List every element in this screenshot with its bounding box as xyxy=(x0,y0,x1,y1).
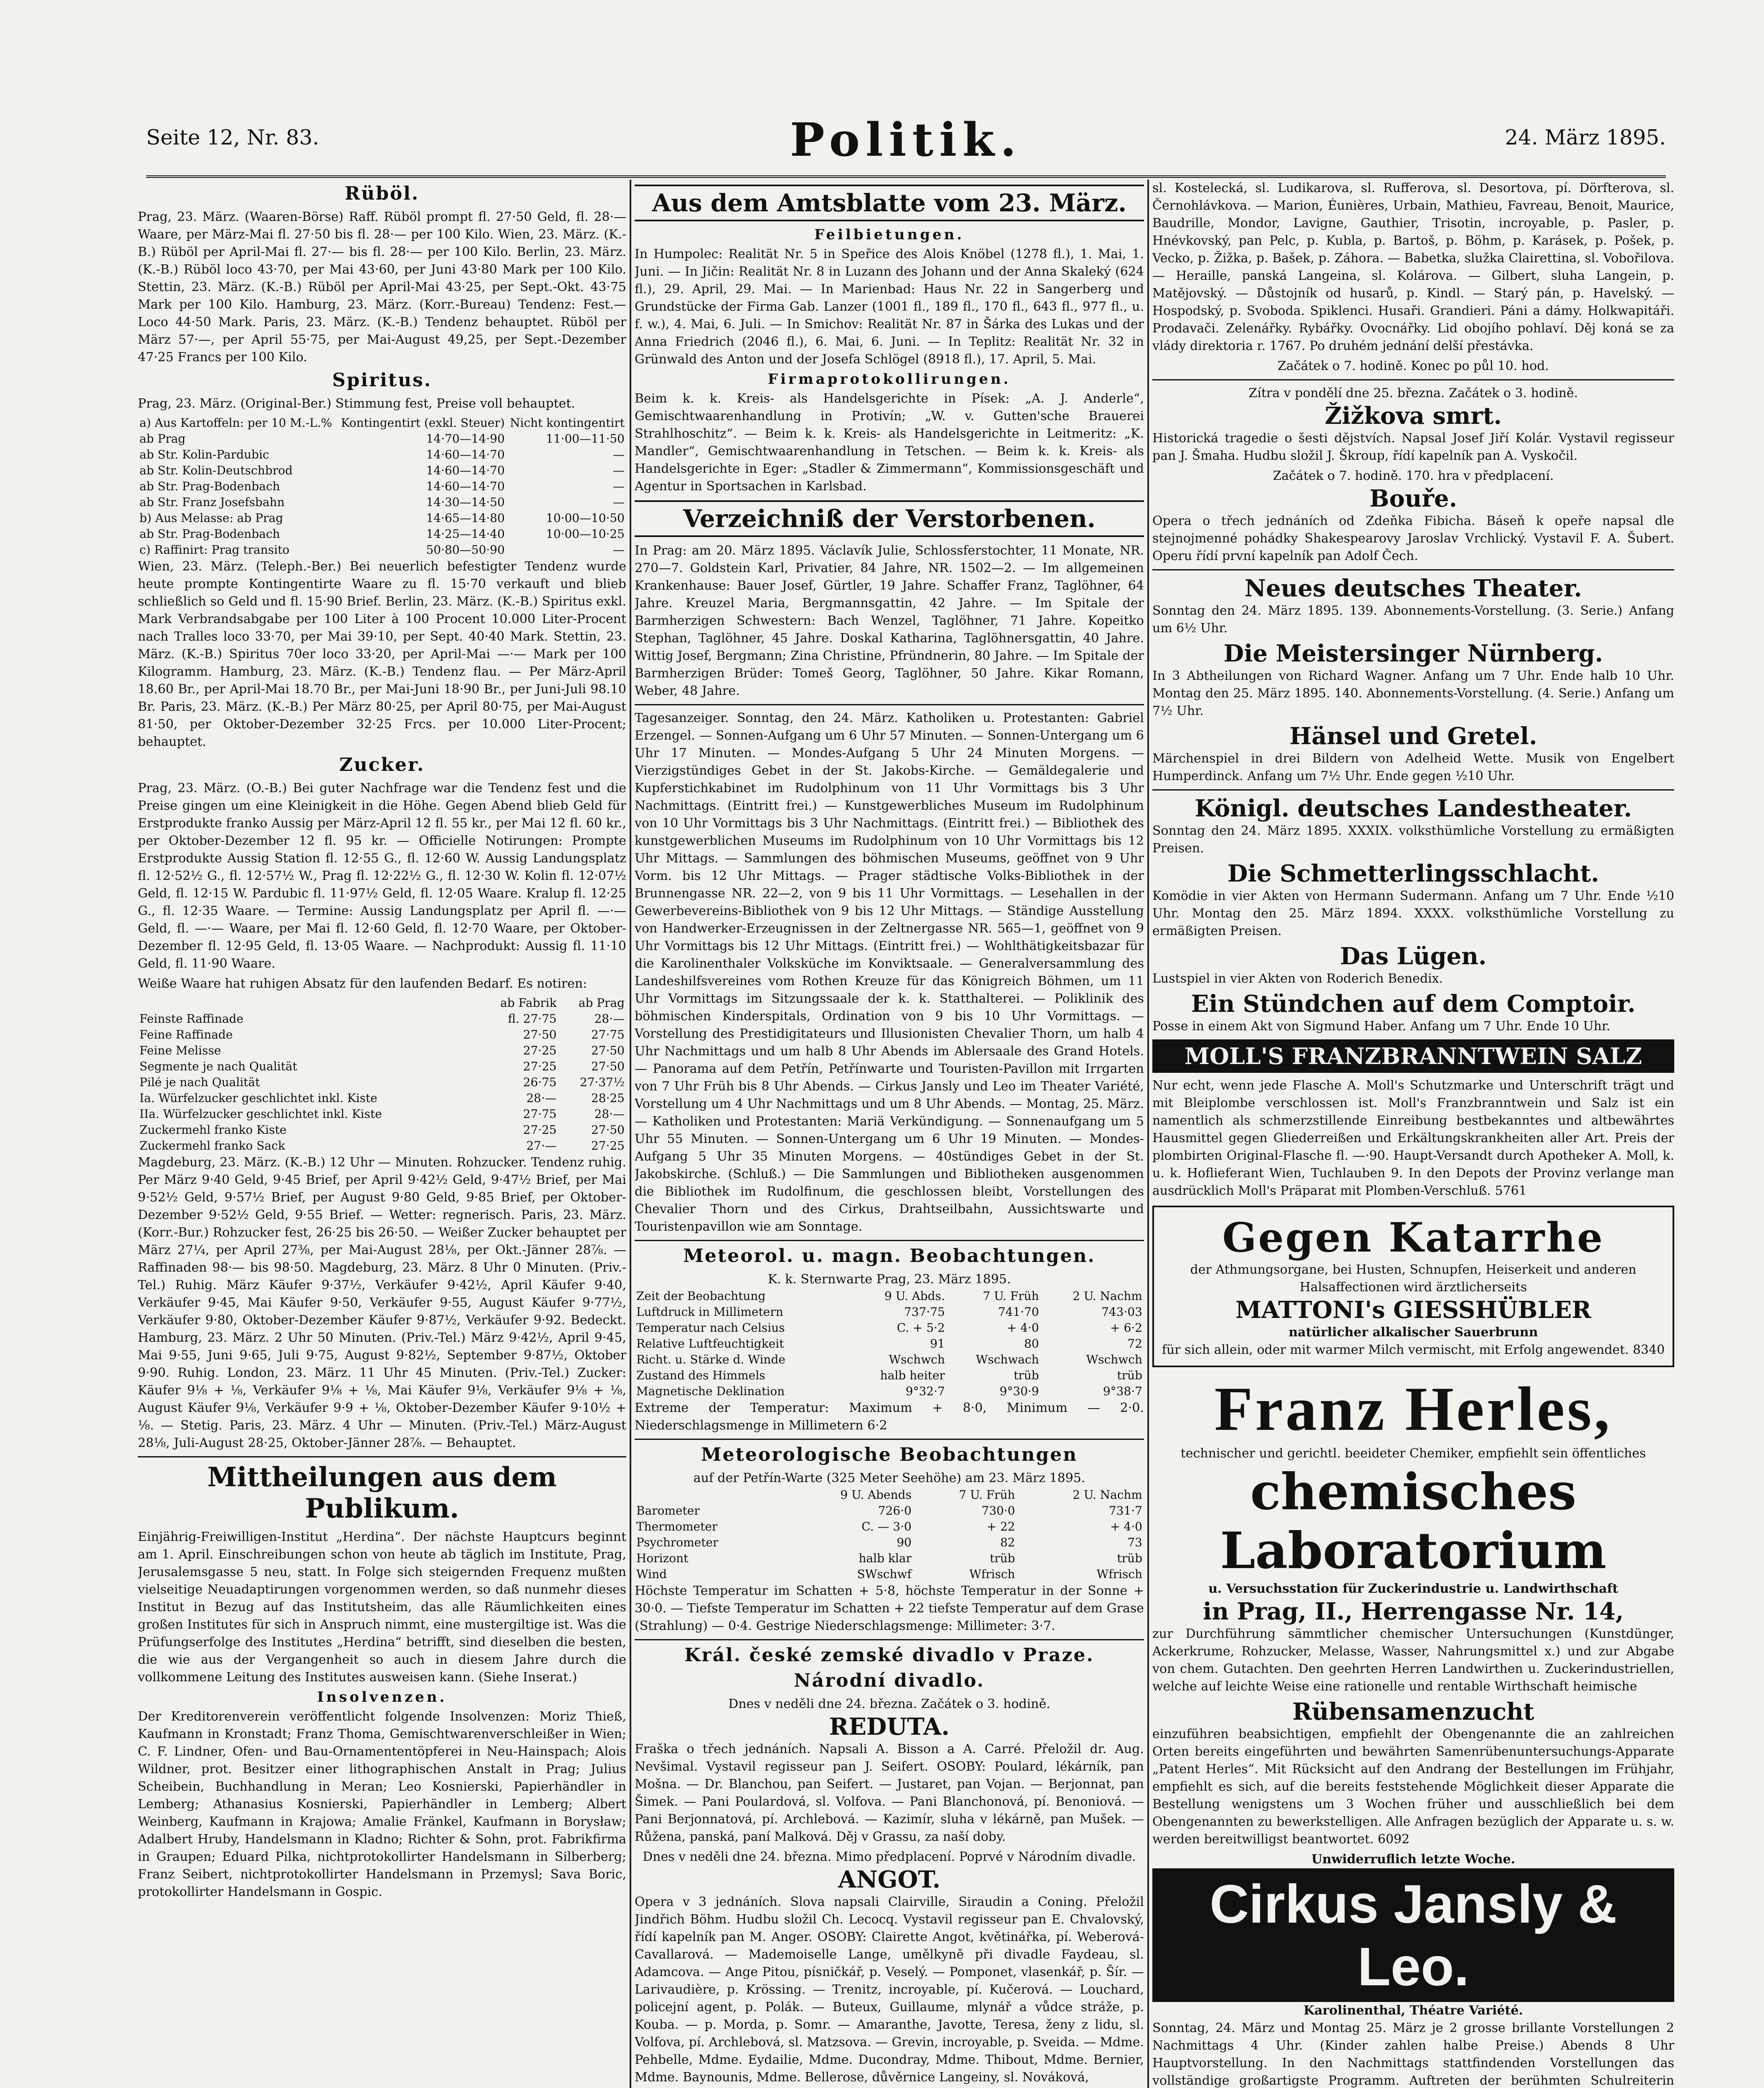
table-row xyxy=(138,1074,626,1090)
divadlo-date-2: Dnes v neděli dne 24. března. Mimo předplacení. Poprvé v Národním divadle. xyxy=(643,1850,1136,1864)
column-right xyxy=(1152,180,1674,2088)
table-cell: Temperatur nach Celsius xyxy=(636,1321,785,1335)
table-cell: 27·50 xyxy=(591,1123,625,1137)
neues-theater-text: Sonntag den 24. März 1895. 139. Abonnements-Vorstellung. (3. Serie.) Anfang um 6½ Uhr. xyxy=(1152,603,1674,636)
angot-text: Opera v 3 jednáních. Slova napsali Clairville, Siraudin a Coning. Přeložil Jindřich Böhm. Hudbu složil Ch. Lecocq. Vystavil regisseur pan E. Chvalovský, řídí kapelník pan M. Anger. OSOBY: Clairette Angot, květinářka, pí. Weberová-Cavallarová. — Mademoiselle Lange, umělkyně při divadle Faydeau, sl. Adamcova. — Ange Pitou, písničkář, p. Veselý. — Pomponet, vlasenkář, p. Šír. — Larivaudière, p. Krössing. — Trenitz, incroyable, pí. Kučerová. — Louchard, policejní agent, p. Polák. — Buteux, Guillaume, mlynář a vůdce stráže, p. Kouba. — p. Morda, p. Somr. — Amaranthe, Javotte, Teresa, ženy z lidu, sl. Volfova, pí. Archlebová, sl. Matzsova. — Grevin, incroyable, p. Sveida. — Mdme. Pehbelle, Mdme. Eydailie, Mdme. Ducondray, Mdme. Thibout, Mdme. Bernier, Mdme. Baynounis, Mdme. Bellerose, důvěrnice Langeiny, sl. Nováková, xyxy=(635,1895,1144,2085)
landestheater-title: Königl. deutsches Landestheater. xyxy=(1195,795,1632,822)
reduta-text: Fraška o třech jednáních. Napsali A. Bisson a A. Carré. Přeložil dr. Aug. Nevšimal. Vystavil regisseur pan J. Seifert. OSOBY: Poulard, lékárník, pan Mošna. — Dr. Blanchou, pan Seifert. — Justaret, pan Vojan. — Berjonnat, pan Šimek. — Pani Poulardová, sl. Volfova. — Pani Blanchonová, pí. Benoniová. — Pani Berjonnatová, pí. Archlebová. — Kazimír, sluha v lékárně, pan Mušek. — Růžena, panská, paní Malková. Děj v Grassu, za naší doby. xyxy=(635,1742,1144,1844)
table-cell: 27·25 xyxy=(591,1139,625,1153)
start-time: Začátek o 7. hodině. Konec po půl 10. hod. xyxy=(1278,359,1549,373)
zucker-text-3: Magdeburg, 23. März. (K.-B.) 12 Uhr — Minuten. Rohzucker. Tendenz ruhig. Per März 9·40 Geld, 9·45 Brief, per April 9·42½ Geld, 9·47½ Brief, per Mai 9·52½ Geld, 9·57½ Brief, per August 9·80 Geld, 9·85 Brief, per Oktober-Dezember 9·52½ Geld, 9·55 Brief. — Wetter: regnerisch. Paris, 23. März. (Korr.-Bur.) Rohzucker fest, 26·25 bis 26·50. — Weißer Zucker behauptet per März 27¼, per April 27⅜, per Mai-August 28⅛, per Okt.-Jänner 28⅞. — Raffinaden 98·— bis 98·50. Magdeburg, 23. März. 8 Uhr 0 Minuten. (Priv.-Tel.) Ruhig. März Käufer 9·37½, Verkäufer 9·42½, April Käufer 9·40, Verkäufer 9·45, Mai Käufer 9·50, Verkäufer 9·55, August Käufer 9·77½, Verkäufer 9·80, Oktober-Dezember Käufer 9·87½, Verkäufer 9·92. Bedeckt. Hamburg, 23. März. 2 Uhr 50 Minuten. (Priv.-Tel.) März 9·42½, April 9·45, Mai 9·55, Juni 9·65, Juli 9·75, August 9·82½, September 9·87½, Oktober 9·90. Ruhig. London, 23. März. 11 Uhr 45 Minuten. (Priv.-Tel.) Zucker: Käufer 9⅛ + ⅛, Verkäufer 9⅛ + ⅛, Mai Käufer 9⅛, Verkäufer 9⅛ + ⅛, August Käufer 9⅛, Verkäufer 9·9 + ⅛, Oktober-Dezember Käufer 9·10½ + ⅛. — Stetig. Paris, 23. März. 4 Uhr — Minuten. (Priv.-Tel.) März-August 28⅛, Juli-August 28·25, Oktober-Jänner 28⅞. — Behauptet. xyxy=(138,1155,626,1450)
table-cell: 7 U. Früh xyxy=(959,1488,1015,1502)
table-row xyxy=(138,1059,626,1074)
table-cell: 9°32·7 xyxy=(906,1384,945,1398)
table-cell: IIa. Würfelzucker geschlichtet inkl. Kiste xyxy=(139,1107,382,1121)
mattoni-brand: MATTONI's GIESSHÜBLER xyxy=(1235,1296,1592,1324)
start-time-2: Začátek o 7. hodině. 170. hra v předplacení. xyxy=(1273,469,1554,483)
mittheilungen-text: Einjährig-Freiwilligen-Institut „Herdina“. Der nächste Hauptcurs beginnt am 1. April. Einschreibungen schon von heute ab täglich im Institute, Prag, Jerusalemsgasse 5 neu, statt. In Folge sich steigernden Frequenz mußten vielseitige Neuadaptirungen vorgenommen werden, so daß nunmehr dieses Institut in Bezug auf das Institutsheim, das alle Räumlichkeiten eines großen Institutes für sich in Anspruch nimmt, eine mustergiltige ist. Was die Prüfungserfolge des Institutes „Herdina“ betrifft, sind dieselben die besten, die wie aus der Vergangenheit so auch in diesem Jahre durch die vollkommene Leitung des Institutes ausweisen kann. (Siehe Inserat.) xyxy=(138,1530,626,1685)
table-cell: Feine Melisse xyxy=(139,1044,221,1057)
table-cell: Wfrisch xyxy=(969,1567,1015,1581)
table-cell xyxy=(138,995,476,1011)
spiritus-text-2: Wien, 23. März. (Teleph.-Ber.) Bei neuerlich befestigter Tendenz wurde heute prompte Kontingentirte Waare zu fl. 15·70 verkauft und blieb schließlich so Geld und fl. 15·90 Brief. Berlin, 23. März. (K.-B.) Spiritus exkl. Mark Verbrandsabgabe per 100 Liter à 100 Procent 10.000 Liter-Procent nach Tralles loco 33·70, per Mai 39·10, per Sept. 40·40 Mark. Stettin, 23. März. (K.-B.) Spiritus 70er loco 33·20, per April-Mai —·— Mark per 100 Kilogramm. Hamburg, 23. März. (K.-B.) Tendenz flau. — Per März-April 18.60 Br., per April-Mai 18.70 Br., per Mai-Juni 18·90 Br., per Juni-Juli 98.10 Br. Paris, 23. März. (K.-B.) Per März 80·25, per April 80·75, per Mai-August 81·50, per Oktober-Dezember 32·25 Frcs. per 10.000 Liter-Procent; behauptet. xyxy=(138,559,626,749)
table-cell: Wschwch xyxy=(1086,1353,1142,1366)
table-cell: trüb xyxy=(1117,1551,1142,1565)
table-cell: ab Str. Kolin-Pardubic xyxy=(139,448,269,461)
table-cell: — xyxy=(613,464,625,477)
table-cell: 73 xyxy=(1127,1536,1142,1549)
table-row xyxy=(138,1138,626,1154)
table-row xyxy=(138,1122,626,1138)
boure-text: Opera o třech jednáních od Zdeňka Fibicha. Báseň k opeře napsal dle stejnojmenné pohádky Shakespearovy Jaroslav Vrchlický. Vystavil F. A. Šubert. Operu řídí první kapelník pan Adolf Čech. xyxy=(1152,514,1674,563)
firmaprotokoll-heading: Firmaprotokollirungen. xyxy=(767,371,1011,388)
table-cell: ab Str. Kolin-Deutschbrod xyxy=(139,464,293,477)
table-cell: 731·7 xyxy=(1109,1504,1142,1518)
table-cell xyxy=(635,1487,783,1503)
divider xyxy=(1152,569,1674,570)
column-divider xyxy=(630,180,631,2088)
table-cell: 14·70—14·90 xyxy=(426,432,505,446)
table-cell: 14·60—14·70 xyxy=(426,479,505,493)
herles-subtitle-2: u. Versuchsstation für Zuckerindustrie u. Landwirthschaft xyxy=(1208,1581,1618,1596)
katarrhe-text-1: der Athmungsorgane, bei Husten, Schnupfen, Heiserkeit und anderen Halsaffectionen wird ärztlicherseits xyxy=(1190,1262,1637,1295)
schmetterling-title: Die Schmetterlingsschlacht. xyxy=(1227,860,1599,887)
table-cell: 27·— xyxy=(526,1139,557,1153)
table-cell: Relative Luftfeuchtigkeit xyxy=(636,1337,784,1351)
meteo2-subtitle: auf der Petřín-Warte (325 Meter Seehöhe) am 23. März 1895. xyxy=(693,1471,1086,1485)
katarrhe-title: Gegen Katarrhe xyxy=(1222,1214,1605,1261)
table-cell: 9 U. Abends xyxy=(840,1488,912,1502)
stundchen-title: Ein Stündchen auf dem Comptoir. xyxy=(1191,990,1636,1018)
table-row xyxy=(138,431,626,447)
table-cell: 50·80—50·90 xyxy=(426,543,505,557)
meistersinger-text: In 3 Abtheilungen von Richard Wagner. Anfang um 7 Uhr. Ende halb 10 Uhr. Montag den 25. März 1895. 140. Abonnements-Vorstellung. (4. Serie.) Anfang um 7½ Uhr. xyxy=(1152,669,1674,718)
table-row xyxy=(635,1535,1144,1551)
table-cell: Wschwch xyxy=(888,1353,945,1366)
meteorol-extra: Extreme der Temperatur: Maximum + 8·0, Minimum — 2·0. Niederschlagsmenge in Millimetern 6·2 xyxy=(635,1401,1144,1433)
hansel-title: Hänsel und Gretel. xyxy=(1289,722,1537,750)
cirkus-title: Cirkus Jansly & Leo. xyxy=(1152,1868,1674,2002)
table-cell: ab Fabrik xyxy=(500,996,557,1010)
table-cell: 27·25 xyxy=(523,1044,557,1057)
table-row xyxy=(635,1384,1144,1399)
table-row xyxy=(138,447,626,463)
spiritus-heading: Spiritus. xyxy=(332,370,432,391)
katarrhe-ad xyxy=(1152,1206,1674,1367)
tagesanzeiger-text: Tagesanzeiger. Sonntag, den 24. März. Katholiken u. Protestanten: Gabriel Erzengel. — Sonnen-Aufgang um 6 Uhr 57 Minuten. — Sonnen-Untergang um 6 Uhr 17 Minuten. — Mondes-Aufgang 5 Uhr 24 Minuten Morgens. — Vierzigstündiges Gebet in der St. Jakobs-Kirche. — Gemäldegalerie und Kupferstichkabinet im Rudolphinum von 11 Uhr Vormittags bis 3 Uhr Nachmittags. (Eintritt frei.) — Kunstgewerbliches Museum im Rudolphinum von 10 Uhr Vormittags bis 3 Uhr Nachmittags. (Eintritt frei.) — Bibliothek des kunstgewerblichen Museums im Rudolphinum von 10 Uhr Vormittags bis 12 Uhr Mittags. — Sammlungen des böhmischen Museums, geöffnet von 9 Uhr Vorm. bis 12 Uhr Mittags. — Prager städtische Volks-Bibliothek in der Brunnengasse NR. 22—2, von 9 bis 11 Uhr Vormittags. — Lesehallen in der Gewerbevereins-Bibliothek von 9 bis 12 Uhr Mittags. — Ständige Ausstellung von Handwerker-Erzeugnissen in der Zeltnergasse NR. 565—1, geöffnet von 9 Uhr Vormittags bis 12 Uhr Mittags. (Eintritt frei.) — Wohlthätigkeitsbazar für die Karolinenthaler Volksküche im Konviktsaale. — Generalversammlung des Landeshilfsvereines vom Rothen Kreuze für das Königreich Böhmen, um 11 Uhr Vormittags im Sitzungssaale der k. k. Statthalterei. — Poliklinik des böhmischen Kinderspitals, Ordination von 9 bis 10 Uhr Vormittags. — Vorstellung des Prestidigitateurs und Illusionisten Chevalier Thorn, um halb 4 Uhr Nachmittags und um halb 8 Uhr Abends im Ablersaale des Grand Hotels. — Panorama auf dem Petřín, Petřínwarte und Touristen-Pavillon mit Irrgarten von 7 Uhr Früh bis 8 Uhr Abends. — Cirkus Jansly und Leo im Theater Variété, Vorstellung um 4 Uhr Nachmittags und um 8 Uhr Abends. — Montag, 25. März. — Katholiken und Protestanten: Mariä Verkündigung. — Sonnenaufgang um 5 Uhr 55 Minuten. — Sonnen-Untergang um 6 Uhr 19 Minuten. — Mondes-Aufgang 5 Uhr 35 Minuten Morgens. — 40stündiges Gebet in der St. Jakobskirche. (Schluß.) — Die Sammlungen und Bibliotheken ausgenommen die Bibliothek im Rudolfinum, die geschlossen bleibt, Vorstellungen des Chevalier Thorn und des Cirkus, Drahtseilbahn, Aussichtswarte und Touristenpavillon wie am Sonntage. xyxy=(635,711,1144,1234)
table-row xyxy=(138,995,626,1011)
table-cell: halb klar xyxy=(858,1551,912,1565)
divider xyxy=(635,1240,1144,1241)
table-cell: Thermometer xyxy=(636,1520,718,1533)
table-cell: SWschwf xyxy=(857,1567,912,1581)
table-cell: trüb xyxy=(1117,1368,1142,1382)
table-cell: c) Raffinirt: Prag transito xyxy=(139,543,290,557)
table-cell: ab Str. Franz Josefsbahn xyxy=(139,495,285,509)
divadlo-heading: Král. české zemské divadlo v Praze. xyxy=(684,1645,1094,1666)
table-cell: Wind xyxy=(636,1567,667,1581)
tomorrow-notice: Zítra v pondělí dne 25. března. Začátek o 3. hodině. xyxy=(1248,386,1578,400)
table-cell: Nicht kontingentirt xyxy=(510,416,625,430)
table-cell: + 22 xyxy=(987,1520,1015,1533)
divider xyxy=(635,704,1144,705)
verstorbene-text: In Prag: am 20. März 1895. Václavík Julie, Schlossferstochter, 11 Monate, NR. 270—7. Goldstein Karl, Privatier, 84 Jahre, NR. 1502—2. — Im allgemeinen Krankenhause: Bauer Josef, Gürtler, 19 Jahre. Schaffer Franz, Taglöhner, 64 Jahre. Kreuzel Maria, Bergmannsgattin, 42 Jahre. — Im Spitale der Barmherzigen Schwestern: Bach Wenzel, Taglöhner, 71 Jahre. Kopeitko Stephan, Taglöhner, 45 Jahre. Doskal Katharina, Taglöhnersgattin, 40 Jahre. Wittig Josef, Bergmann; Zina Christine, Pfründnerin, 80 Jahre. — Im Spitale der Barmherzigen Brüder: Tomeš Georg, Taglöhner, 50 Jahre. Kikar Romann, Weber, 48 Jahre. xyxy=(635,543,1144,698)
table-cell: 90 xyxy=(896,1536,912,1549)
table-cell: Wschwach xyxy=(976,1353,1039,1366)
zucker-table xyxy=(138,995,626,1154)
column-middle xyxy=(635,180,1144,2088)
lugen-title: Das Lügen. xyxy=(1340,943,1487,970)
page-number: Seite 12, Nr. 83. xyxy=(146,125,319,150)
molls-text: Nur echt, wenn jede Flasche A. Moll's Schutzmarke und Unterschrift trägt und mit Bleiplombe verschlossen ist. Moll's Franzbranntwein und Salz ist ein namentlich als schmerzstillende Einreibung bestbekanntes und altbewährtes Hausmittel gegen Gliederreißen und Erkältungskrankheiten aller Art. Preis der plombirten Original-Flasche fl. —·90. Haupt-Versandt durch Apotheker A. Moll, k. u. k. Hoflieferant Wien, Tuchlauben 9. In den Depots der Provinz verlange man ausdrücklich Moll's Präparat mit Plomben-Verschluß. 5761 xyxy=(1152,1078,1674,1198)
cast-text: sl. Kostelecká, sl. Ludikarova, sl. Rufferova, sl. Desortova, pí. Dörfterova, sl. Černohlávkova. — Marion, Éunières, Urbain, Mathieu, Favreau, Benoit, Maurice, Baudrille, Mondor, Lavigne, Gauthier, Trisotin, incroyable, p. Pasler, p. Hnévkovský, pan Pelc, p. Kubla, p. Bartoš, p. Böhm, p. Karásek, p. Pošek, p. Vecko, p. Žižka, p. Bašek, p. Záhora. — Babetka, služka Clairettina, sl. Vobořilova. — Heraille, panská Langeina, sl. Kolárova. — Gilbert, sluha Langein, p. Matějovský. — Důstojník od husarů, p. Kindl. — Starý pán, p. Havelský. — Hospodský, p. Svoboda. Spiklenci. Husaři. Grandieri. Páni a dámy. Holkwapitáři. Prodavači. Zelenářky. Rybářky. Ovocnářky. Lid obojího pohlaví. Děj koná se za vlády direktoria r. 1767. Po druhém jednání delší přestávka. xyxy=(1152,181,1674,353)
divider xyxy=(635,1639,1144,1640)
table-cell: + 4·0 xyxy=(1007,1321,1039,1335)
katarrhe-text-3: für sich allein, oder mit warmer Milch vermischt, mit Erfolg angewendet. 8340 xyxy=(1162,1343,1665,1357)
table-cell: 11·00—11·50 xyxy=(546,432,625,446)
feilbietungen-text: In Humpolec: Realität Nr. 5 in Speřice des Alois Knöbel (1278 fl.), 1. Mai, 1. Juni. — In Jičin: Realität Nr. 8 in Luzann des Johann und der Anna Skaleký (624 fl.), 29. April, 29. Mai. — In Marienbad: Haus Nr. 22 in Sangerberg und Grundstücke der Firma Gab. Lanzer (1001 fl., 189 fl., 170 fl., 643 fl., 977 fl., u. f. w.), 4. Mai, 6. Juli. — In Smichov: Realität Nr. 87 in Šárka des Lukas und der Anna Friedrich (2046 fl.), 6. Mai, 6. Juni. — In Teplitz: Realität Nr. 32 in Grünwald des Anton und der Josefa Schlögel (8918 fl.), 17. April, 5. Mai. xyxy=(635,247,1144,367)
table-cell: 9 U. Abds. xyxy=(884,1289,945,1303)
herles-title: Franz Herles, xyxy=(1214,1374,1612,1444)
narodni-heading: Národní divadlo. xyxy=(794,1670,985,1691)
table-cell: Feine Raffinade xyxy=(139,1028,233,1041)
table-cell: 72 xyxy=(1127,1337,1142,1351)
table-cell: 14·30—14·50 xyxy=(426,495,505,509)
insolvenzen-text: Der Kreditorenverein veröffentlicht folgende Insolvenzen: Moriz Thieß, Kaufmann in Kronstadt; Franz Thoma, Gemischtwarenverschleißer in Wien; C. F. Lindner, Ofen- und Bau-Ornamententöpferei in Neu-Hainspach; Alois Wildner, prot. Besitzer einer lithographischen Anstalt in Prag; Julius Scheibein, Buchhandlung in Meran; Leo Kosnierski, Papierhändler in Lemberg; Athanasius Kosnierski, Papierhändler in Lemberg; Albert Weinberg, Kaufmann in Krajowa; Amalie Fränkel, Kaufmann in Borysław; Adalbert Hruby, Handelsmann in Kladno; Richter & Sohn, prot. Fabrikfirma in Graupen; Eduard Pilka, nichtprotokollirter Handelsmann in Silberberg; Franz Seibert, nichtprotokollirter Handelsmann in Przemysl; Sava Boric, protokollirter Handelsmann in Gospic. xyxy=(138,1709,626,1899)
zucker-text: Prag, 23. März. (O.-B.) Bei guter Nachfrage war die Tendenz fest und die Preise gingen um eine Kleinigkeit in die Höhe. Gegen Abend blieb Geld für Erstprodukte franko Aussig per März-April 12 fl. 55 kr., per Mai 12 fl. 60 kr., per Oktober-Dezember 12 fl. 95 kr. — Officielle Notirungen: Prompte Erstprodukte Aussig Station fl. 12·55 G., fl. 12·60 W. Aussig Landungsplatz fl. 12·52½ G., fl. 12·57½ W., Prag fl. 12·22½ G., fl. 12·30 W. Kolin fl. 12·07½ Geld, fl. 12·15 W. Pardubic fl. 11·97½ Geld, fl. 12·05 Waare. Kralup fl. 12·25 G., fl. 12·35 Waare. — Termine: Aussig Landungsplatz per April fl. —·— Geld, fl. —·— Waare, per Mai fl. 12·60 Geld, fl. 12·70 Waare, per Oktober-Dezember fl. 12·95 Geld, fl. 13·05 Waare. — Nachprodukt: Aussig fl. 11·10 Geld, fl. 11·90 Waare. xyxy=(138,781,626,971)
table-cell: 27·37½ xyxy=(580,1075,625,1089)
table-row xyxy=(635,1368,1144,1384)
table-row xyxy=(635,1519,1144,1535)
table-cell: 10·00—10·50 xyxy=(546,511,625,525)
table-row xyxy=(138,1027,626,1043)
rubol-text: Prag, 23. März. (Waaren-Börse) Raff. Rüböl prompt fl. 27·50 Geld, fl. 28·— Waare, per März-Mai fl. 27·50 bis fl. 28·— per 100 Kilo. Wien, 23. März. (K.-B.) Rüböl per April-Mai fl. 27·— bis fl. 28·— per 100 Kilo. Berlin, 23. März. (K.-B.) Rüböl loco 43·70, per Mai 43·60, per Juni 43·80 Mark per 100 Kilo. Stettin, 23. März. (K.-B.) Rüböl per April-Mai 43·25, per Sept.-Okt. 43·75 Mark per 100 Kilo. Hamburg, 23. März. (Korr.-Bureau) Tendenz: Fest.— Loco 44·50 Mark. Paris, 23. März. (K.-B.) Tendenz behauptet. Rüböl per März 57·—, per April 55·75, per Mai-August 49,25, per Sept.-Dezember 47·25 Francs per 100 Kilo. xyxy=(138,210,626,365)
column-divider xyxy=(1147,180,1149,2088)
meteorol-heading: Meteorol. u. magn. Beobachtungen. xyxy=(683,1245,1096,1267)
neues-theater-title: Neues deutsches Theater. xyxy=(1244,575,1582,602)
table-cell: Zuckermehl franko Sack xyxy=(139,1139,285,1153)
lugen-text: Lustspiel in vier Akten von Roderich Benedix. xyxy=(1152,971,1443,986)
table-cell: + 4·0 xyxy=(1110,1520,1142,1533)
table-row xyxy=(635,1551,1144,1566)
hansel-text: Märchenspiel in drei Bildern von Adelheid Wette. Musik von Engelbert Humperdinck. Anfang um 7½ Uhr. Ende gegen ½10 Uhr. xyxy=(1152,751,1674,783)
table-cell: 730·0 xyxy=(982,1504,1015,1518)
table-row xyxy=(635,1336,1144,1352)
verstorbene-heading: Verzeichniß der Verstorbenen. xyxy=(635,500,1144,537)
divider xyxy=(635,1439,1144,1440)
table-cell: 28·— xyxy=(594,1012,625,1026)
cirkus-pretitle: Unwiderruflich letzte Woche. xyxy=(1311,1852,1516,1867)
table-row xyxy=(138,1106,626,1122)
table-cell: b) Aus Melasse: ab Prag xyxy=(139,511,283,525)
zizkova-title: Žižkova smrt. xyxy=(1324,402,1502,430)
rubensamen-text: einzuführen beabsichtigen, empfiehlt der Obengenannte die an zahlreichen Orten bereits eingeführten und bewährten Samenrübenuntersuchungs-Apparate „Patent Herles“. Mit Rücksicht auf den Andrang der Bestellungen im Frühjahr, empfiehlt es sich, auf die bereits feststehende Möglichkeit dieser Apparate die Bestellung wenigstens um 3 Wochen früher und ausschließlich bei dem Obengenannten zu bewerkstelligen. Alle Anfragen bezüglich der Apparate u. s. w. werden bereitwilligst beantwortet. 6092 xyxy=(1152,1727,1674,1847)
landestheater-text: Sonntag den 24. März 1895. XXXIX. volksthümliche Vorstellung zu ermäßigten Preisen. xyxy=(1152,824,1674,856)
herles-laboratorium: chemisches Laboratorium xyxy=(1220,1462,1607,1580)
table-cell: 726·0 xyxy=(878,1504,912,1518)
divadlo-date: Dnes v neděli dne 24. března. Začátek o 3. hodině. xyxy=(728,1697,1050,1711)
table-row xyxy=(138,1043,626,1059)
table-cell: Ia. Würfelzucker geschlichtet inkl. Kiste xyxy=(139,1091,377,1105)
rubensamen-title: Rübensamenzucht xyxy=(1292,1698,1534,1726)
table-cell: C. — 3·0 xyxy=(861,1520,912,1533)
reduta-title: REDUTA. xyxy=(829,1713,950,1741)
table-cell: 27·25 xyxy=(523,1059,557,1073)
table-cell: C. + 5·2 xyxy=(897,1321,945,1335)
table-cell: ab Str. Prag-Bodenbach xyxy=(139,479,280,493)
spiritus-text: Prag, 23. März. (Original-Ber.) Stimmung fest, Preise voll behauptet. xyxy=(138,396,575,411)
table-cell: 9°38·7 xyxy=(1103,1384,1142,1398)
table-cell: Wfrisch xyxy=(1096,1567,1142,1581)
table-cell: 27·50 xyxy=(591,1059,625,1073)
table-cell: 27·50 xyxy=(523,1028,557,1041)
table-row xyxy=(138,542,626,558)
meteorol-table xyxy=(635,1288,1144,1399)
table-cell: Barometer xyxy=(636,1504,700,1518)
table-cell: 82 xyxy=(1000,1536,1015,1549)
table-row xyxy=(138,1011,626,1027)
table-cell: — xyxy=(613,495,625,509)
divider xyxy=(1152,789,1674,791)
table-cell: trüb xyxy=(990,1551,1015,1565)
table-cell: Richt. u. Stärke d. Winde xyxy=(636,1353,786,1366)
table-cell: — xyxy=(613,479,625,493)
table-cell: a) Aus Kartoffeln: per 10 M.-L.% xyxy=(139,416,332,430)
table-row xyxy=(138,494,626,510)
table-cell: Horizont xyxy=(636,1551,688,1565)
katarrhe-text-2: natürlicher alkalischer Sauerbrunn xyxy=(1288,1325,1538,1340)
table-cell: 80 xyxy=(1024,1337,1039,1351)
table-cell: Segmente je nach Qualität xyxy=(139,1059,297,1073)
zizkova-text: Historická tragedie o šesti dějstvích. Napsal Josef Jiří Kolár. Vystavil regisseur pan J. Šmaha. Hudbu složil J. Škroup, řídí kapelník pan A. Vyskočil. xyxy=(1152,431,1674,463)
table-cell: — xyxy=(613,543,625,557)
column-left xyxy=(138,180,626,2088)
divider xyxy=(1152,379,1674,380)
table-cell: Psychrometer xyxy=(636,1536,719,1549)
table-cell: 2 U. Nachm xyxy=(1072,1289,1142,1303)
boure-title: Bouře. xyxy=(1369,485,1458,512)
table-cell: 14·60—14·70 xyxy=(426,464,505,477)
page-header xyxy=(146,113,1666,178)
table-row xyxy=(635,1288,1144,1304)
table-cell: Luftdruck in Millimetern xyxy=(636,1305,783,1319)
rubol-heading: Rüböl. xyxy=(344,183,420,204)
zucker-text-2: Weiße Waare hat ruhigen Absatz für den laufenden Bedarf. Es notiren: xyxy=(138,976,587,991)
table-row xyxy=(138,1090,626,1106)
table-row xyxy=(635,1487,1144,1503)
table-cell: halb heiter xyxy=(880,1368,945,1382)
table-cell: 741·70 xyxy=(998,1305,1039,1319)
section-title: Politik. xyxy=(790,113,1022,167)
table-cell: 26·75 xyxy=(523,1075,557,1089)
table-cell: Zeit der Beobachtung xyxy=(636,1289,766,1303)
table-row xyxy=(138,479,626,494)
table-cell: Zustand des Himmels xyxy=(636,1368,765,1382)
schmetterling-text: Komödie in vier Akten von Hermann Sudermann. Anfang um 7 Uhr. Ende ½10 Uhr. Montag den 25. März 1894. XXXX. volksthümliche Vorstellung zu ermäßigten Preisen. xyxy=(1152,889,1674,938)
table-cell: 14·65—14·80 xyxy=(426,511,505,525)
table-row xyxy=(635,1566,1144,1582)
herles-text: zur Durchführung sämmtlicher chemischer Untersuchungen (Kunstdünger, Ackerkrume, Rohzucker, Melasse, Wasser, Nahrungsmittel x.) und zur Abgabe von chem. Gutachten. Den geehrten Herren Landwirthen u. Zuckerindustriellen, welche auf leichte Weise eine rationelle und rentable Wirthschaft heimische xyxy=(1152,1627,1674,1694)
insolvenzen-heading: Insolvenzen. xyxy=(317,1689,447,1705)
table-row xyxy=(138,463,626,479)
table-cell: — xyxy=(613,448,625,461)
table-cell: 27·25 xyxy=(523,1123,557,1137)
table-row xyxy=(138,415,626,431)
table-cell: trüb xyxy=(1013,1368,1039,1382)
table-row xyxy=(138,510,626,526)
zucker-heading: Zucker. xyxy=(339,754,425,775)
table-row xyxy=(635,1320,1144,1336)
table-cell: 10·00—10·25 xyxy=(546,527,625,541)
herles-subtitle: technischer und gerichtl. beeideter Chemiker, empfiehlt sein öffentliches xyxy=(1180,1446,1646,1461)
table-cell: Zuckermehl franko Kiste xyxy=(139,1123,287,1137)
table-row xyxy=(635,1304,1144,1320)
table-row xyxy=(635,1503,1144,1519)
meistersinger-title: Die Meistersinger Nürnberg. xyxy=(1223,640,1603,667)
table-cell: 737·75 xyxy=(904,1305,945,1319)
meteorol-subtitle: K. k. Sternwarte Prag, 23. März 1895. xyxy=(767,1272,1011,1287)
table-cell: 27·75 xyxy=(523,1107,557,1121)
table-cell: 28·— xyxy=(526,1091,557,1105)
table-cell: ab Prag xyxy=(578,996,625,1010)
table-cell: Pilé je nach Qualität xyxy=(139,1075,260,1089)
issue-date: 24. März 1895. xyxy=(1505,125,1666,150)
table-cell: 28·25 xyxy=(591,1091,625,1105)
table-cell: 7 U. Früh xyxy=(983,1289,1039,1303)
table-cell: fl. 27·75 xyxy=(508,1012,557,1026)
table-cell: 14·25—14·40 xyxy=(426,527,505,541)
table-cell: + 6·2 xyxy=(1110,1321,1142,1335)
divider xyxy=(138,1456,626,1457)
cirkus-text: Sonntag, 24. März und Montag 25. März je 2 grosse brillante Vorstellungen 2 Nachmittags 4 Uhr. (Kinder zahlen halbe Preise.) Abends 8 Uhr Hauptvorstellung. In den Nachmittags stattfindenden Vorstellungen das vollständige großartigste Programm. Auftreten der berühmten Schulreiterin xyxy=(1152,2021,1674,2088)
table-cell: Feinste Raffinade xyxy=(139,1012,244,1026)
table-cell: 28·— xyxy=(594,1107,625,1121)
table-cell: ab Str. Prag-Bodenbach xyxy=(139,527,280,541)
table-cell: Kontingentirt (exkl. Steuer) xyxy=(341,416,505,430)
table-cell: 743·03 xyxy=(1101,1305,1142,1319)
angot-title: ANGOT. xyxy=(838,1866,941,1893)
table-cell: 2 U. Nachm xyxy=(1072,1488,1142,1502)
table-cell: 9°30·9 xyxy=(1000,1384,1039,1398)
meteo2-table xyxy=(635,1487,1144,1582)
molls-banner: MOLL'S FRANZBRANNTWEIN SALZ xyxy=(1152,1039,1674,1073)
table-cell: 27·75 xyxy=(591,1028,625,1041)
mittheilungen-heading: Mittheilungen aus dem Publikum. xyxy=(207,1462,557,1524)
table-row xyxy=(138,526,626,542)
meteo2-heading: Meteorologische Beobachtungen xyxy=(701,1444,1078,1465)
stundchen-text: Posse in einem Akt von Sigmund Haber. Anfang um 7 Uhr. Ende 10 Uhr. xyxy=(1152,1019,1610,1034)
feilbietungen-heading: Feilbietungen. xyxy=(814,226,964,243)
herles-address: in Prag, II., Herrengasse Nr. 14, xyxy=(1203,1598,1624,1625)
table-row xyxy=(635,1352,1144,1368)
table-cell: 27·50 xyxy=(591,1044,625,1057)
table-cell: 91 xyxy=(930,1337,945,1351)
amtsblatt-heading: Aus dem Amtsblatte vom 23. März. xyxy=(635,185,1144,221)
table-cell: 14·60—14·70 xyxy=(426,448,505,461)
cirkus-place: Karolinenthal, Théatre Variété. xyxy=(1303,2003,1523,2018)
table-cell: Magnetische Deklination xyxy=(636,1384,785,1398)
firmaprotokoll-text: Beim k. k. Kreis- als Handelsgerichte in Písek: „A. J. Anderle“, Gemischtwaarenhandlung in Protivín; „W. v. Gutten'sche Brauerei Strahlhoschitz“. — Beim k. k. Kreis- als Handelsgerichte in Leitmeritz: „K. Mandler“, Gemischtwaarenhandlung in Tetschen. — Beim k. k. Kreis- als Handelsgerichte in Eger: „Stadler & Zimmermann“, Kommissionsgeschäft und Agentur in Sportsachen in Karlsbad. xyxy=(635,391,1144,494)
table-cell: ab Prag xyxy=(139,432,186,446)
spiritus-table xyxy=(138,415,626,558)
meteo2-extra: Höchste Temperatur im Schatten + 5·8, höchste Temperatur in der Sonne + 30·0. — Tiefste Temperatur im Schatten + 22 tiefste Temperatur auf dem Grase (Strahlung) — 0·4. Gestrige Niederschlagsmenge: Millimeter: 3·7. xyxy=(635,1584,1144,1633)
